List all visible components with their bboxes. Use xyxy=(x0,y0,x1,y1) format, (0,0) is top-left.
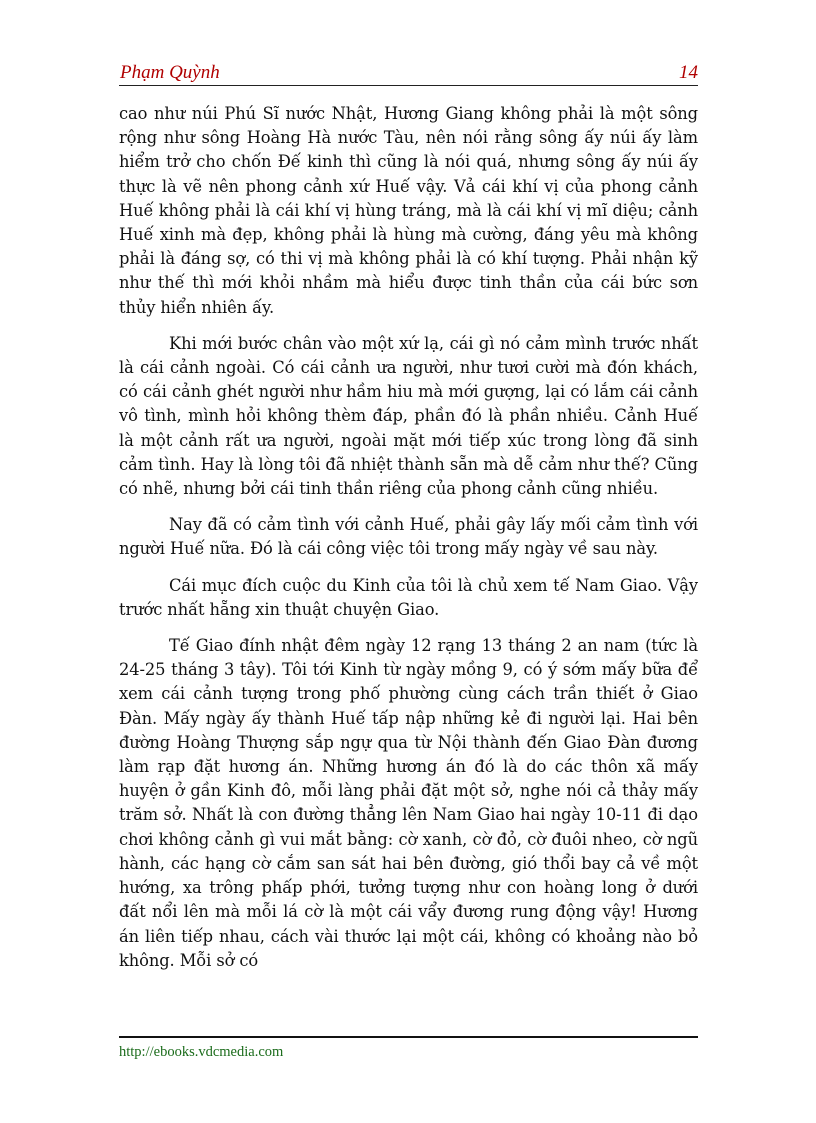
body-text xyxy=(119,102,698,985)
footer-divider xyxy=(119,1036,698,1038)
paragraph: Tế Giao đính nhật đêm ngày 12 rạng 13 tháng 2 an nam (tức là 24-25 tháng 3 tây). Tôi tới Kinh từ ngày mồng 9, có ý sớm mấy bữa để xem cái cảnh tượng trong phố phường cùng cách trần thiết ở Giao Đàn. Mấy ngày ấy thành Huế tấp nập những kẻ đi người lại. Hai bên đường Hoàng Thượng sắp ngự qua từ Nội thành đến Giao Đàn đương làm rạp đặt hương án. Những hương án đó là do các thôn xã mấy huyện ở gần Kinh đô, mỗi làng phải đặt một sở, nghe nói cả thảy mấy trăm sở. Nhất là con đường thẳng lên Nam Giao hai ngày 10-11 đi dạo chơi không cảnh gì vui mắt bằng: cờ xanh, cờ đỏ, cờ đuôi nheo, cờ ngũ hành, các hạng cờ cắm san sát hai bên đường, gió thổi bay cả về một hướng, xa trông phấp phới, tưởng tượng như con hoàng long ở dưới đất nổi lên mà mỗi lá cờ là một cái vẩy đương rung động vậy! Hương án liên tiếp nhau, cách vài thước lại một cái, không có khoảng nào bỏ không. Mỗi sở có xyxy=(119,636,698,970)
header-author: Phạm Quỳnh xyxy=(120,62,220,83)
page-header xyxy=(119,60,698,84)
paragraph: Cái mục đích cuộc du Kinh của tôi là chủ xem tế Nam Giao. Vậy trước nhất hẵng xin thuật chuyện Giao. xyxy=(119,575,698,619)
page-number: 14 xyxy=(679,62,698,83)
paragraph: Nay đã có cảm tình với cảnh Huế, phải gây lấy mối cảm tình với người Huế nữa. Đó là cái công việc tôi trong mấy ngày về sau này. xyxy=(119,515,698,559)
footer-url: http://ebooks.vdcmedia.com xyxy=(119,1044,284,1060)
paragraph: Khi mới bước chân vào một xứ lạ, cái gì nó cảm mình trước nhất là cái cảnh ngoài. Có cái cảnh ưa người, như tươi cười mà đón khách, có cái cảnh ghét người như hầm hiu mà mới gượng, lại có lắm cái cảnh vô tình, mình hỏi không thèm đáp, phần đó là phần nhiều. Cảnh Huế là một cảnh rất ưa người, ngoài mặt mới tiếp xúc trong lòng đã sinh cảm tình. Hay là lòng tôi đã nhiệt thành sẵn mà dễ cảm như thế? Cũng có nhẽ, nhưng bởi cái tinh thần riêng của phong cảnh cũng nhiều. xyxy=(119,333,698,499)
header-divider xyxy=(119,85,698,86)
paragraph: cao như núi Phú Sĩ nước Nhật, Hương Giang không phải là một sông rộng như sông Hoàng Hà nước Tàu, nên nói rằng sông ấy núi ấy làm hiểm trở cho chốn Đế kinh thì cũng là nói quá, nhưng sông ấy núi ấy thực là vẽ nên phong cảnh xứ Huế vậy. Vả cái khí vị của phong cảnh Huế không phải là cái khí vị hùng tráng, mà là cái khí vị mĩ diệu; cảnh Huế xinh mà đẹp, không phải là hùng mà cường, đáng yêu mà không phải là đáng sợ, có thi vị mà không phải là có khí tượng. Phải nhận kỹ như thế thì mới khỏi nhầm mà hiểu được tinh thần của cái bức sơn thủy hiển nhiên ấy. xyxy=(119,104,698,317)
